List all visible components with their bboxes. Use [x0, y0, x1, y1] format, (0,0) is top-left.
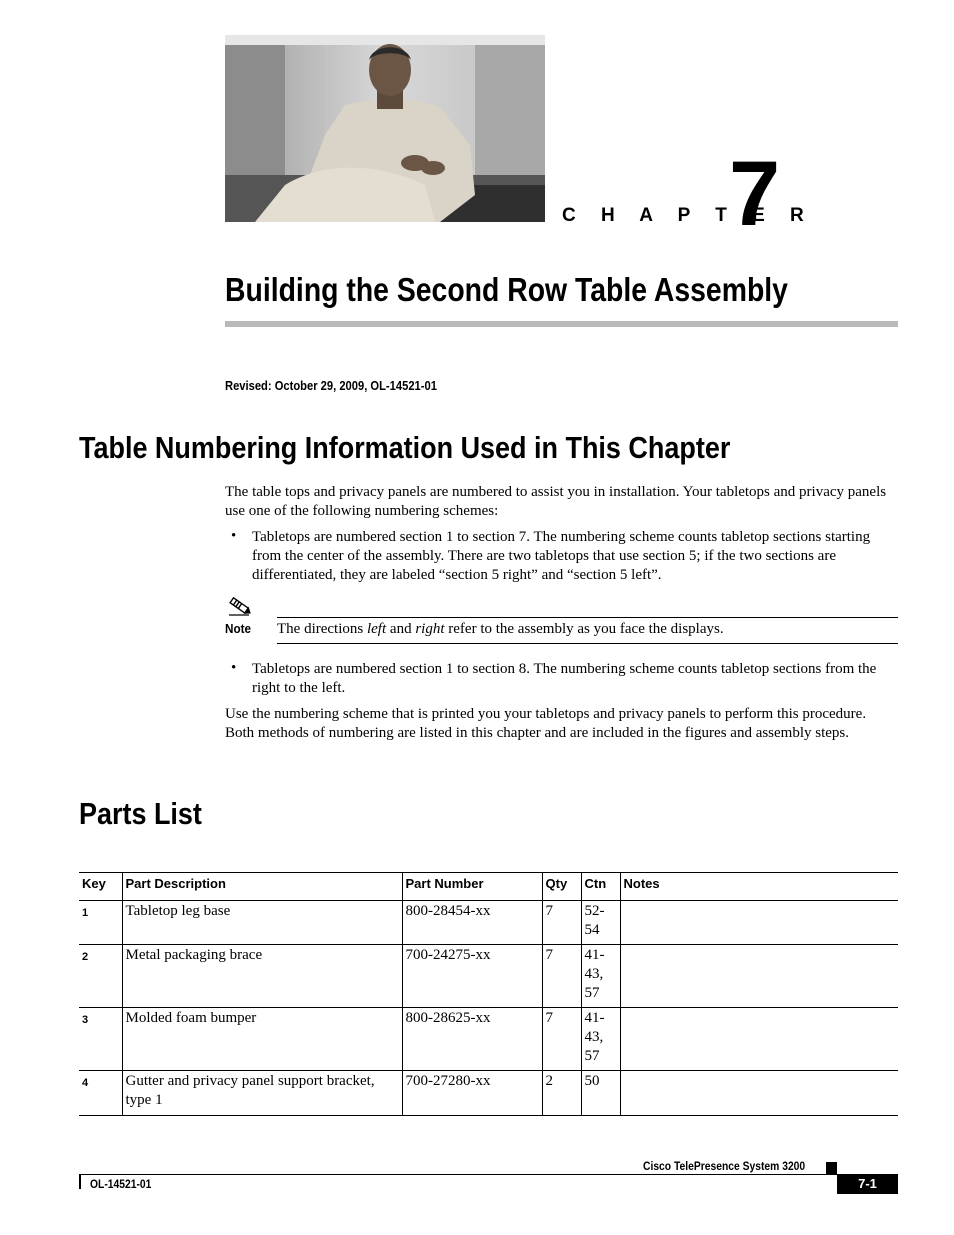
parts-table	[79, 872, 898, 1116]
column-header-key: Key	[79, 873, 122, 901]
title-divider	[225, 321, 898, 327]
table-header-row	[79, 873, 898, 901]
note-bottom-rule	[277, 643, 898, 644]
cell-key: 3	[79, 1008, 122, 1071]
cell-description: Gutter and privacy panel support bracket, type 1	[122, 1071, 402, 1116]
note-label: Note	[225, 621, 252, 636]
numbering-scheme-bullet-1: Tabletops are numbered section 1 to section 7. The numbering scheme counts tabletop sections starting from the center of the assembly. There are two tabletops that use section 5; if the two sections are differentiated, they are labeled “section 5 right” and “section 5 left”.	[252, 529, 871, 583]
footer-product-title: Cisco TelePresence System 3200	[643, 1159, 806, 1173]
section-heading-table-numbering: Table Numbering Information Used in This Chapter	[79, 430, 731, 465]
footer-doc-id: OL-14521-01	[90, 1177, 152, 1191]
chapter-label: C H A P T E R	[562, 205, 814, 226]
column-header-part-number: Part Number	[402, 873, 542, 901]
note-top-rule	[277, 617, 898, 618]
bullet-dot-icon: •	[231, 660, 237, 676]
chapter-title: Building the Second Row Table Assembly	[225, 271, 788, 308]
intro-paragraph: The table tops and privacy panels are numbered to assist you in installation. Your tabletops and privacy panels use one of the following numbering schemes:	[225, 484, 887, 519]
cell-notes	[620, 1071, 898, 1116]
chapter-banner-photo	[225, 35, 545, 222]
column-header-qty: Qty	[542, 873, 581, 901]
footer-tick	[79, 1174, 81, 1189]
cell-part-number: 800-28454-xx	[402, 901, 542, 945]
footer-rule	[79, 1174, 837, 1175]
cell-qty: 7	[542, 1008, 581, 1071]
cell-key: 4	[79, 1071, 122, 1116]
column-header-notes: Notes	[620, 873, 898, 901]
cell-notes	[620, 945, 898, 1008]
cell-ctn: 41-43, 57	[581, 1008, 620, 1071]
cell-qty: 7	[542, 945, 581, 1008]
cell-description: Tabletop leg base	[122, 901, 402, 945]
table-row	[79, 1071, 898, 1116]
cell-description: Metal packaging brace	[122, 945, 402, 1008]
section-heading-parts-list: Parts List	[79, 796, 202, 831]
cell-part-number: 800-28625-xx	[402, 1008, 542, 1071]
footer-marker	[826, 1162, 837, 1174]
cell-notes	[620, 901, 898, 945]
cell-key: 1	[79, 901, 122, 945]
column-header-ctn: Ctn	[581, 873, 620, 901]
cell-notes	[620, 1008, 898, 1071]
column-header-description: Part Description	[122, 873, 402, 901]
chapter-number: 7	[729, 143, 781, 245]
table-row	[79, 1008, 898, 1071]
table-row	[79, 945, 898, 1008]
cell-ctn: 41-43, 57	[581, 945, 620, 1008]
pencil-icon	[227, 594, 253, 623]
cell-part-number: 700-24275-xx	[402, 945, 542, 1008]
page-number: 7-1	[837, 1174, 898, 1194]
cell-key: 2	[79, 945, 122, 1008]
cell-ctn: 50	[581, 1071, 620, 1116]
cell-description: Molded foam bumper	[122, 1008, 402, 1071]
numbering-scheme-bullet-2: Tabletops are numbered section 1 to section 8. The numbering scheme counts tabletop sections from the right to the left.	[252, 661, 877, 696]
closing-paragraph: Use the numbering scheme that is printed you your tabletops and privacy panels to perform this procedure. Both methods of numbering are listed in this chapter and are included in the figures and assembly steps.	[225, 706, 867, 741]
cell-qty: 7	[542, 901, 581, 945]
table-row	[79, 901, 898, 945]
note-text: The directions left and right refer to the assembly as you face the displays.	[277, 621, 724, 637]
cell-ctn: 52-54	[581, 901, 620, 945]
cell-qty: 2	[542, 1071, 581, 1116]
bullet-dot-icon: •	[231, 528, 237, 544]
cell-part-number: 700-27280-xx	[402, 1071, 542, 1116]
revision-line: Revised: October 29, 2009, OL-14521-01	[225, 378, 437, 393]
